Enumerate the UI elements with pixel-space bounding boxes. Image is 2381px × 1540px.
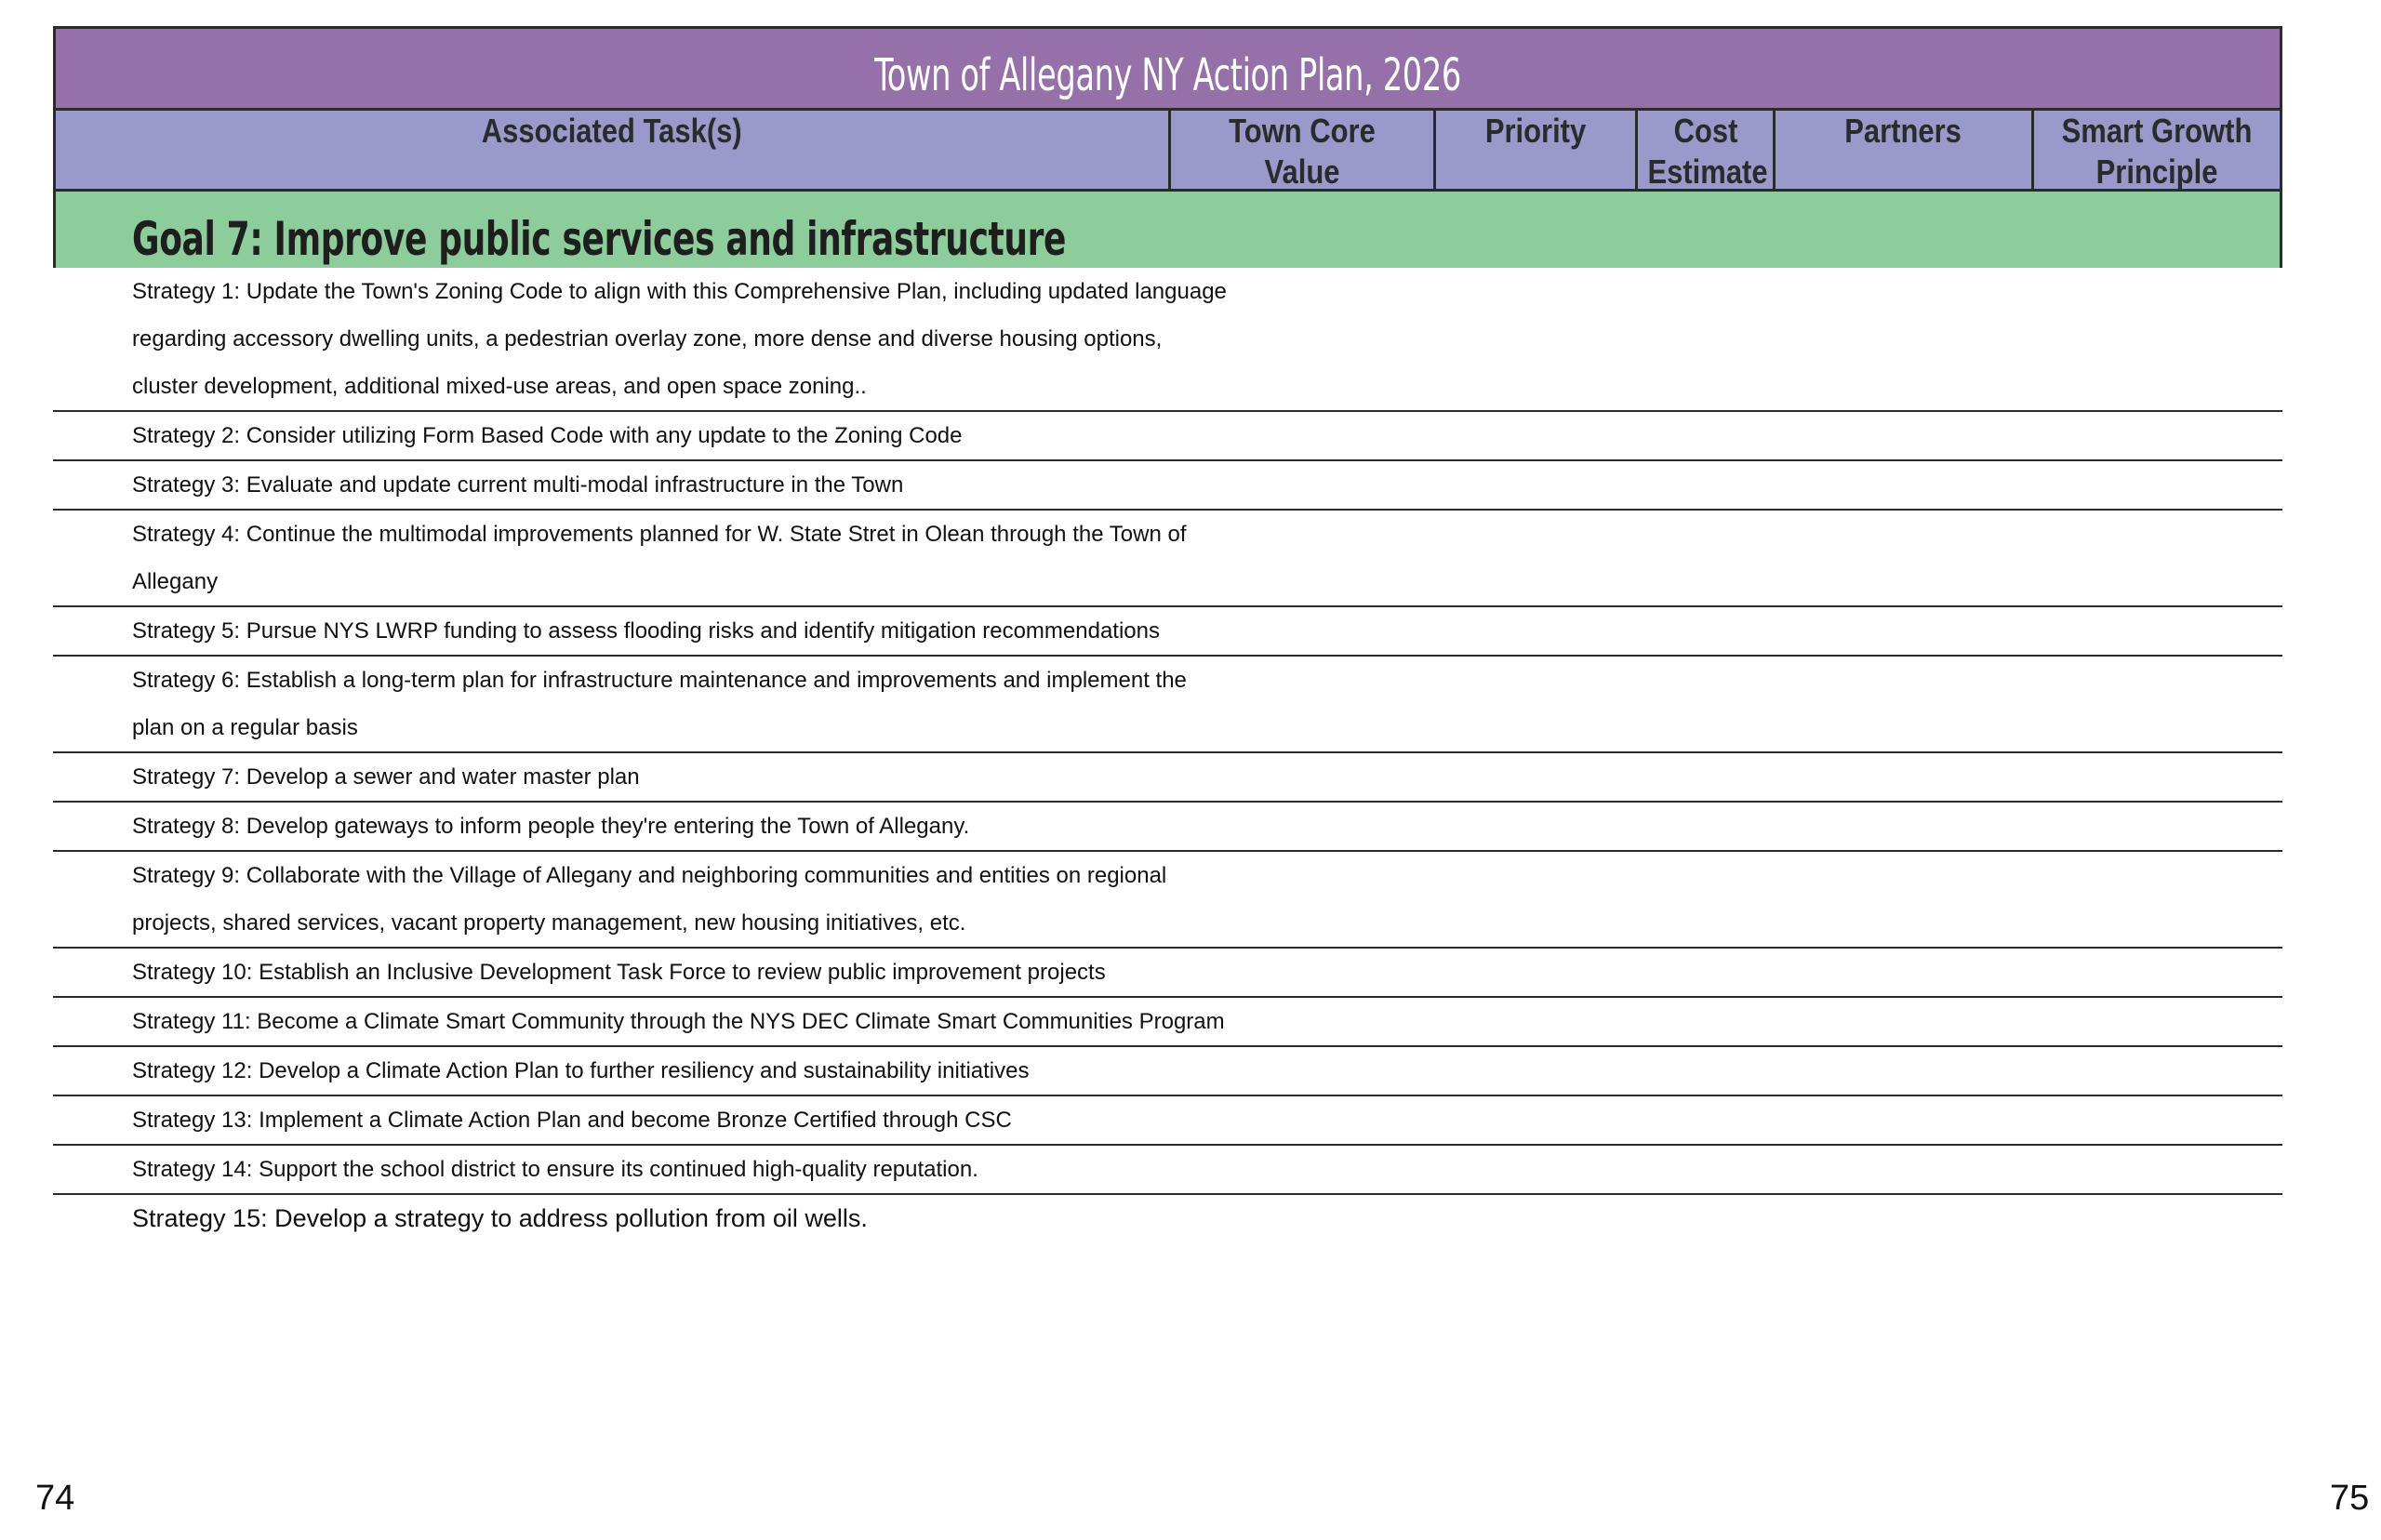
plan-title-bar <box>53 26 2282 108</box>
strategy-row <box>53 1195 2282 1242</box>
table-header-row <box>53 108 2282 192</box>
strategy-row <box>53 753 2282 803</box>
strategy-text: Strategy 5: Pursue NYS LWRP funding to assess flooding risks and identify mitigation recommendations <box>132 618 1160 644</box>
strategy-text: Strategy 10: Establish an Inclusive Development Task Force to review public improvement projects <box>132 960 1106 985</box>
strategy-row <box>53 852 2282 949</box>
strategy-text: Strategy 2: Consider utilizing Form Based Code with any update to the Zoning Code <box>132 423 963 448</box>
strategy-row <box>53 268 2282 412</box>
strategy-text: Strategy 9: Collaborate with the Village of Allegany and neighboring communities and entities on regional projects, shared services, vacant property management, new housing initiatives, etc. <box>132 863 1167 936</box>
strategy-row <box>53 657 2282 753</box>
strategy-row <box>53 1096 2282 1146</box>
strategy-text: Strategy 11: Become a Climate Smart Community through the NYS DEC Climate Smart Communities Program <box>132 1009 1225 1034</box>
strategy-text: Strategy 15: Develop a strategy to address pollution from oil wells. <box>132 1204 868 1232</box>
strategy-text: Strategy 13: Implement a Climate Action Plan and become Bronze Certified through CSC <box>132 1108 1012 1133</box>
goal-bar <box>53 192 2282 268</box>
strategy-text: Strategy 3: Evaluate and update current multi-modal infrastructure in the Town <box>132 472 904 498</box>
strategy-text: Strategy 1: Update the Town's Zoning Code to align with this Comprehensive Plan, including updated language regarding accessory dwelling units, a pedestrian overlay zone, more dense and diverse housing options, cluster development, additional mixed-use areas, and open space zoning.. <box>132 279 1227 399</box>
strategy-row <box>53 412 2282 461</box>
header-smart-growth-principle: Smart Growth Principle <box>2061 112 2253 191</box>
strategy-row <box>53 949 2282 998</box>
strategy-text: Strategy 7: Develop a sewer and water master plan <box>132 764 640 790</box>
strategy-text: Strategy 6: Establish a long-term plan for infrastructure maintenance and improvements and implement the plan on a regular basis <box>132 668 1187 740</box>
strategy-row <box>53 1146 2282 1195</box>
plan-title: Town of Allegany NY Action Plan, 2026 <box>874 49 1461 101</box>
strategy-row <box>53 1047 2282 1096</box>
strategy-list <box>53 268 2282 1242</box>
header-town-core-value: Town Core Value <box>1171 111 1436 189</box>
strategy-text: Strategy 8: Develop gateways to inform people they're entering the Town of Allegany. <box>132 814 970 839</box>
strategy-row <box>53 607 2282 657</box>
strategy-row <box>53 511 2282 607</box>
strategy-row <box>53 803 2282 852</box>
strategy-row <box>53 998 2282 1047</box>
strategy-text: Strategy 14: Support the school district to ensure its continued high-quality reputation. <box>132 1157 978 1182</box>
strategy-text: Strategy 4: Continue the multimodal improvements planned for W. State Stret in Olean through the Town of Allegany <box>132 522 1187 594</box>
strategy-row <box>53 461 2282 511</box>
header-associated-tasks: Associated Task(s) <box>56 111 1171 189</box>
strategy-text: Strategy 12: Develop a Climate Action Plan to further resiliency and sustainability initiatives <box>132 1058 1030 1083</box>
header-partners: Partners <box>1776 111 2034 189</box>
header-cost-estimate: Cost Estimate <box>1638 111 1776 189</box>
header-priority: Priority <box>1436 111 1638 189</box>
goal-heading: Goal 7: Improve public services and infrastructure <box>132 212 1067 266</box>
page-number-left: 74 <box>35 1479 75 1518</box>
page-number-right: 75 <box>2330 1479 2370 1518</box>
